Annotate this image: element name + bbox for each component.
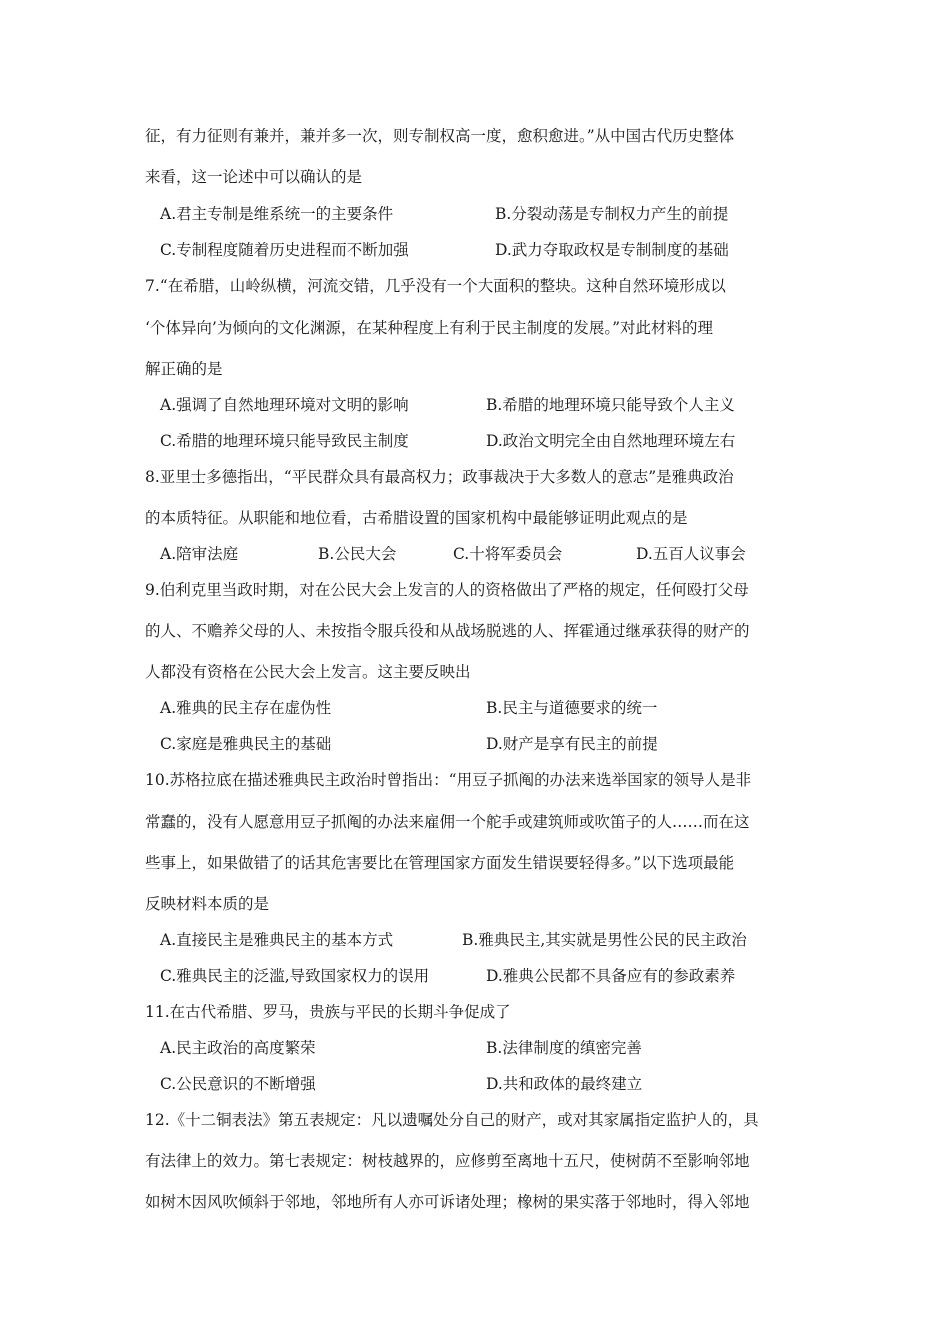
q6-option-b: B.分裂动荡是专制权力产生的前提 xyxy=(495,205,729,223)
q6-option-c: C.专制程度随着历史进程而不断加强 xyxy=(160,241,409,259)
q9-stem-line-3: 人都没有资格在公民大会上发言。这主要反映出 xyxy=(145,663,471,681)
q10-stem-line-3: 些事上，如果做错了的话其危害要比在管理国家方面发生错误要轻得多。”以下选项最能 xyxy=(145,854,735,872)
q10-option-d: D.雅典公民都不具备应有的参政素养 xyxy=(486,967,736,985)
q9-option-b: B.民主与道德要求的统一 xyxy=(486,699,658,717)
q12-stem-line-1: 12.《十二铜表法》第五表规定：凡以遗嘱处分自己的财产，或对其家属指定监护人的，具 xyxy=(145,1111,759,1129)
q12-stem-line-2: 有法律上的效力。第七表规定：树枝越界的，应修剪至离地十五尺，使树荫不至影响邻地 xyxy=(145,1152,750,1170)
q10-option-c: C.雅典民主的泛滥,导致国家权力的误用 xyxy=(160,967,430,985)
q7-stem-line-1: 7.“在希腊，山岭纵横，河流交错，几乎没有一个大面积的整块。这种自然环境形成以 xyxy=(145,277,726,295)
q10-stem-line-1: 10.苏格拉底在描述雅典民主政治时曾指出：“用豆子抓阄的办法来选举国家的领导人是非 xyxy=(145,771,752,789)
q8-option-d: D.五百人议事会 xyxy=(636,545,746,563)
q6-stem-line-2: 来看，这一论述中可以确认的是 xyxy=(145,168,363,186)
q9-option-a: A.雅典的民主存在虚伪性 xyxy=(160,699,332,717)
q11-stem-line-1: 11.在古代希腊、罗马，贵族与平民的长期斗争促成了 xyxy=(145,1003,511,1021)
q7-option-d: D.政治文明完全由自然地理环境左右 xyxy=(486,432,736,450)
q7-option-a: A.强调了自然地理环境对文明的影响 xyxy=(160,396,409,414)
q9-option-d: D.财产是享有民主的前提 xyxy=(486,735,658,753)
q7-option-b: B.希腊的地理环境只能导致个人主义 xyxy=(486,396,735,414)
q8-option-a: A.陪审法庭 xyxy=(160,545,239,563)
q6-option-a: A.君主专制是维系统一的主要条件 xyxy=(160,205,394,223)
q8-option-c: C.十将军委员会 xyxy=(453,545,563,563)
q7-stem-line-3: 解正确的是 xyxy=(145,360,223,378)
q10-option-a: A.直接民主是雅典民主的基本方式 xyxy=(160,931,394,949)
q6-stem-line-1: 征，有力征则有兼并，兼并多一次，则专制权高一度，愈积愈进。”从中国古代历史整体 xyxy=(145,127,735,145)
q7-option-c: C.希腊的地理环境只能导致民主制度 xyxy=(160,432,409,450)
q8-stem-line-2: 的本质特征。从职能和地位看，古希腊设置的国家机构中最能够证明此观点的是 xyxy=(145,509,688,527)
q10-stem-line-2: 常蠢的，没有人愿意用豆子抓阄的办法来雇佣一个舵手或建筑师或吹笛子的人……而在这 xyxy=(145,813,750,831)
q7-stem-line-2: ‘个体异向’为倾向的文化渊源，在某种程度上有利于民主制度的发展。”对此材料的理 xyxy=(145,319,714,337)
q8-stem-line-1: 8.亚里士多德指出，“平民群众具有最高权力；政事裁决于大多数人的意志”是雅典政治 xyxy=(145,468,734,486)
q11-option-d: D.共和政体的最终建立 xyxy=(486,1075,643,1093)
q9-stem-line-2: 的人、不赡养父母的人、未按指令服兵役和从战场脱逃的人、挥霍通过继承获得的财产的 xyxy=(145,622,750,640)
q10-stem-line-4: 反映材料本质的是 xyxy=(145,895,270,913)
q11-option-b: B.法律制度的缜密完善 xyxy=(486,1039,642,1057)
q6-option-d: D.武力夺取政权是专制制度的基础 xyxy=(495,241,729,259)
q9-stem-line-1: 9.伯利克里当政时期，对在公民大会上发言的人的资格做出了严格的规定，任何殴打父母 xyxy=(145,581,749,599)
q9-option-c: C.家庭是雅典民主的基础 xyxy=(160,735,332,753)
q11-option-a: A.民主政治的高度繁荣 xyxy=(160,1039,316,1057)
q10-option-b: B.雅典民主,其实就是男性公民的民主政治 xyxy=(462,931,747,949)
q11-option-c: C.公民意识的不断增强 xyxy=(160,1075,316,1093)
q12-stem-line-3: 如树木因风吹倾斜于邻地，邻地所有人亦可诉诸处理；橡树的果实落于邻地时，得入邻地 xyxy=(145,1193,750,1211)
q8-option-b: B.公民大会 xyxy=(318,545,397,563)
